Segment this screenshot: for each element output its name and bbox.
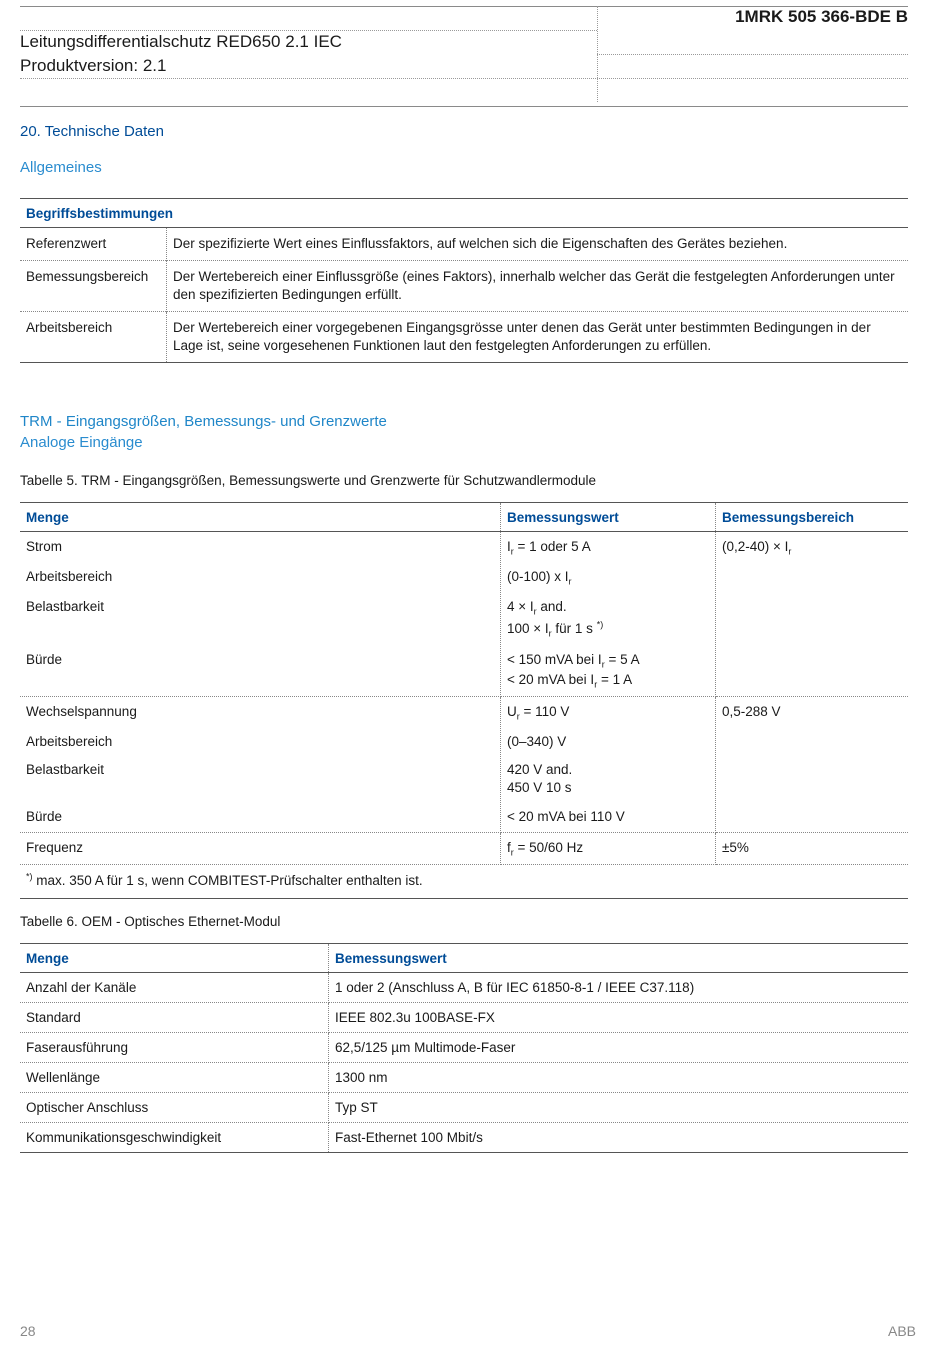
trm-heading: TRM - Eingangsgrößen, Bemessungs- und Grenzwerte [20,413,387,430]
rated-range: $(0,2-40) \times I_r$ [722,539,792,557]
property-value: 1300 nm [329,1063,909,1093]
document-header [20,6,908,106]
quantity-label: Arbeitsbereich [26,569,113,584]
quantity-label: Bürde [26,809,63,824]
page-number: 28 [20,1323,36,1339]
property-value: Typ ST [329,1093,909,1123]
table-footnote-row [20,865,908,899]
document-id: 1MRK 505 366-BDE B [735,7,908,26]
product-version: Produktversion: 2.1 [20,56,167,75]
column-header: Bemessungsbereich [716,503,909,532]
oem-table [20,943,908,1153]
header-column-divider [597,6,598,102]
rated-value: < 20 mVA bei 110 V [507,809,625,824]
table-row [20,1003,908,1033]
property-name: Anzahl der Kanäle [20,973,329,1003]
quantity-label: Belastbarkeit [26,599,105,614]
property-name: Wellenlänge [20,1063,329,1093]
definition-description: Der Wertebereich einer Einflussgröße (eines Faktors), innerhalb welcher das Gerät die festgelegten Anforderungen unter den spezifizierten Bedingungen erfüllt. [167,261,909,312]
table-row [20,1063,908,1093]
property-value: 62,5/125 µm Multimode-Faser [329,1033,909,1063]
column-header: Menge [20,944,329,973]
column-header: Menge [20,503,501,532]
rated-value: 450 V 10 s [507,780,572,795]
rated-range: ±5% [722,840,749,855]
header-divider [20,30,597,31]
table-5-caption: Tabelle 5. TRM - Eingangsgrößen, Bemessungswerte und Grenzwerte für Schutzwandlermodule [20,473,597,488]
property-name: Standard [20,1003,329,1033]
quantity-label: Belastbarkeit [26,762,105,777]
table-row [20,228,908,261]
property-name: Optischer Anschluss [20,1093,329,1123]
rated-value: $100 \times I_r$ für 1 s *) [507,619,604,639]
quantity-label: Bürde [26,652,63,667]
trm-subheading: Analoge Eingänge [20,434,143,451]
definitions-header: Begriffsbestimmungen [20,199,908,228]
definition-term: Arbeitsbereich [20,312,167,363]
table-footnote: *) max. 350 A für 1 s, wenn COMBITEST-Prüfschalter enthalten ist. [26,871,423,888]
section-heading: 20. Technische Daten [20,123,164,140]
definition-term: Referenzwert [20,228,167,261]
table-row [20,261,908,312]
header-bottom-rule [20,106,908,107]
property-value: IEEE 802.3u 100BASE-FX [329,1003,909,1033]
rated-value: $4 \times I_r$ and. [507,599,567,617]
property-name: Kommunikationsgeschwindigkeit [20,1123,329,1153]
definitions-table [20,198,908,363]
document-title: Leitungsdifferentialschutz RED650 2.1 IEC [20,32,342,51]
quantity-label: Arbeitsbereich [26,734,113,749]
rated-value: (0-100) x $I_r$ [507,569,572,587]
table-row [20,532,908,697]
brand-name: ABB [887,1323,916,1339]
table-row [20,1093,908,1123]
header-divider [597,54,908,55]
table-6-caption: Tabelle 6. OEM - Optisches Ethernet-Modul [20,914,281,929]
table-row [20,833,908,865]
section-subheading: Allgemeines [20,159,102,176]
column-header: Bemessungswert [329,944,909,973]
quantity-label: Wechselspannung [26,704,137,719]
rated-range: 0,5-288 V [722,704,781,719]
rated-value: $U_r = 110$ V [507,704,570,722]
property-name: Faserausführung [20,1033,329,1063]
rated-value: $I_r = 1$ oder 5 A [507,539,591,557]
table-row [20,697,908,833]
rated-value: 420 V and. [507,762,573,777]
quantity-label: Strom [26,539,63,554]
rated-value: < 20 mVA bei $I_r = 1$ A [507,672,633,690]
quantity-label: Frequenz [26,840,84,855]
trm-table [20,502,908,899]
header-divider [20,78,908,79]
rated-value: $f_r = 50/60$ Hz [507,840,584,858]
table-row [20,1033,908,1063]
column-header: Bemessungswert [501,503,716,532]
rated-value: < 150 mVA bei $I_r = 5$ A [507,652,640,670]
table-row [20,973,908,1003]
definition-term: Bemessungsbereich [20,261,167,312]
table-row [20,312,908,363]
property-value: Fast-Ethernet 100 Mbit/s [329,1123,909,1153]
property-value: 1 oder 2 (Anschluss A, B für IEC 61850-8-1 / IEEE C37.118) [329,973,909,1003]
table-row [20,1123,908,1153]
definition-description: Der Wertebereich einer vorgegebenen Eingangsgrösse unter denen das Gerät unter bestimmten Bedingungen in der Lage ist, seine vorgesehenen Funktionen laut den festgelegten Anforderungen zu erfüllen. [167,312,909,363]
rated-value: (0–340) V [507,734,567,749]
definition-description: Der spezifizierte Wert eines Einflussfaktors, auf welchen sich die Eigenschaften des Gerätes beziehen. [167,228,909,261]
